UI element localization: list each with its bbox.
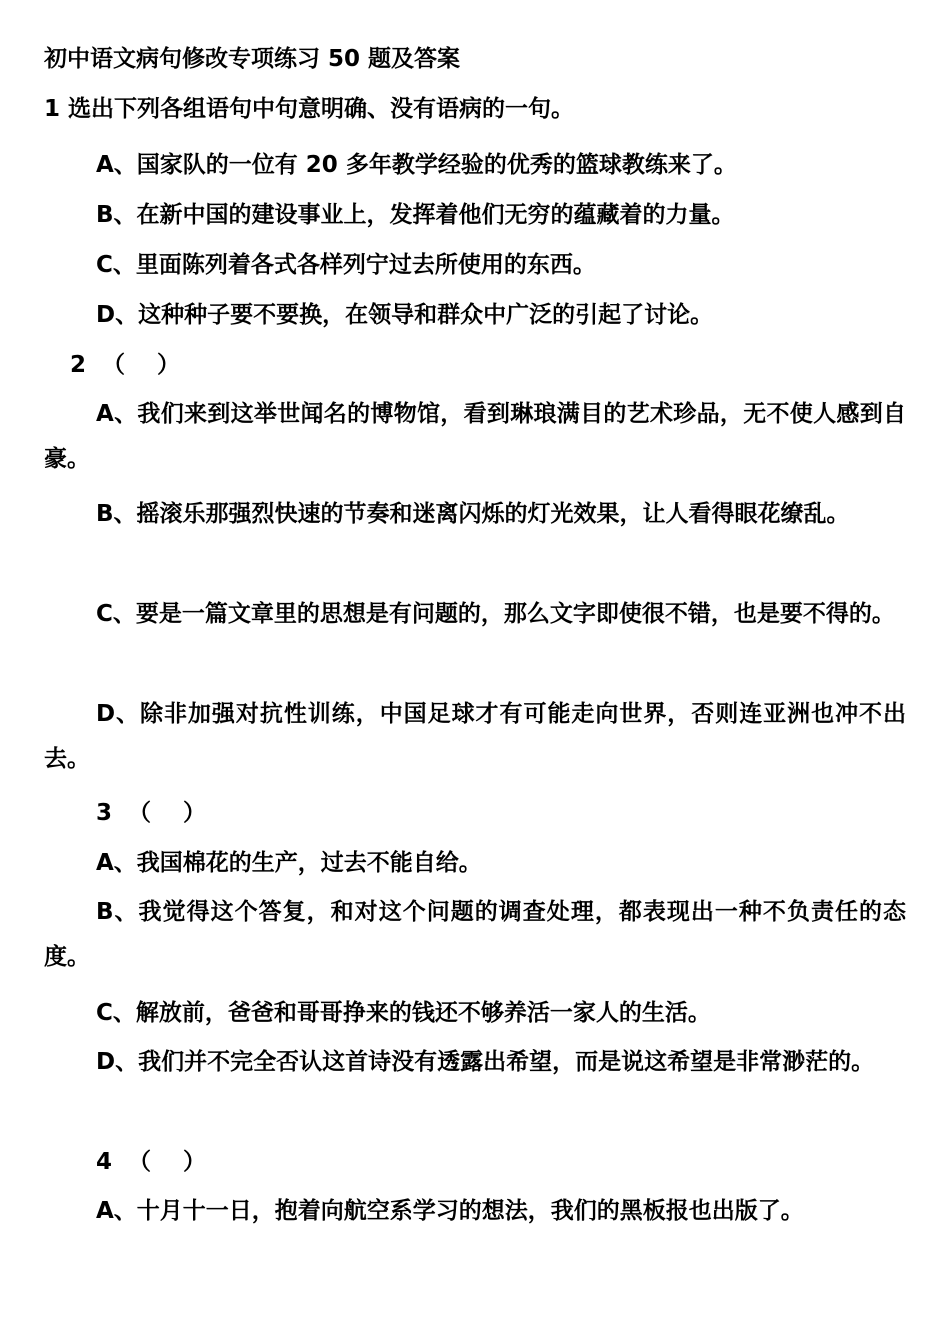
question-2-option-a: A、我们来到这举世闻名的博物馆，看到琳琅满目的艺术珍品，无不使人感到自豪。 [44, 401, 906, 472]
question-3-option-a: A、我国棉花的生产，过去不能自给。 [96, 850, 482, 876]
question-2-stem: 2 （ ） [70, 352, 181, 378]
question-2-option-c: C、要是一篇文章里的思想是有问题的，那么文字即使很不错，也是要不得的。 [96, 601, 895, 627]
question-3-option-d: D、我们并不完全否认这首诗没有透露出希望，而是说这希望是非常渺茫的。 [96, 1049, 875, 1075]
question-1-option-c: C、里面陈列着各式各样列宁过去所使用的东西。 [96, 252, 596, 278]
question-3-option-c: C、解放前，爸爸和哥哥挣来的钱还不够养活一家人的生活。 [96, 1000, 711, 1026]
question-1-stem: 1 选出下列各组语句中句意明确、没有语病的一句。 [44, 96, 575, 122]
question-3-stem: 3 （ ） [96, 800, 207, 826]
question-4-stem: 4 （ ） [96, 1149, 207, 1175]
question-1-option-b: B、在新中国的建设事业上，发挥着他们无穷的蕴藏着的力量。 [96, 202, 735, 228]
question-1-option-a: A、国家队的一位有 20 多年教学经验的优秀的篮球教练来了。 [96, 152, 737, 178]
question-2-option-d: D、除非加强对抗性训练，中国足球才有可能走向世界，否则连亚洲也冲不出去。 [44, 701, 906, 772]
question-2-option-b: B、摇滚乐那强烈快速的节奏和迷离闪烁的灯光效果，让人看得眼花缭乱。 [96, 501, 850, 527]
document-title: 初中语文病句修改专项练习 50 题及答案 [44, 46, 461, 72]
question-4-option-a: A、十月十一日，抱着向航空系学习的想法，我们的黑板报也出版了。 [96, 1198, 804, 1224]
question-1-option-d: D、这种种子要不要换，在领导和群众中广泛的引起了讨论。 [96, 302, 714, 328]
question-3-option-b: B、我觉得这个答复，和对这个问题的调查处理，都表现出一种不负责任的态度。 [44, 899, 906, 970]
